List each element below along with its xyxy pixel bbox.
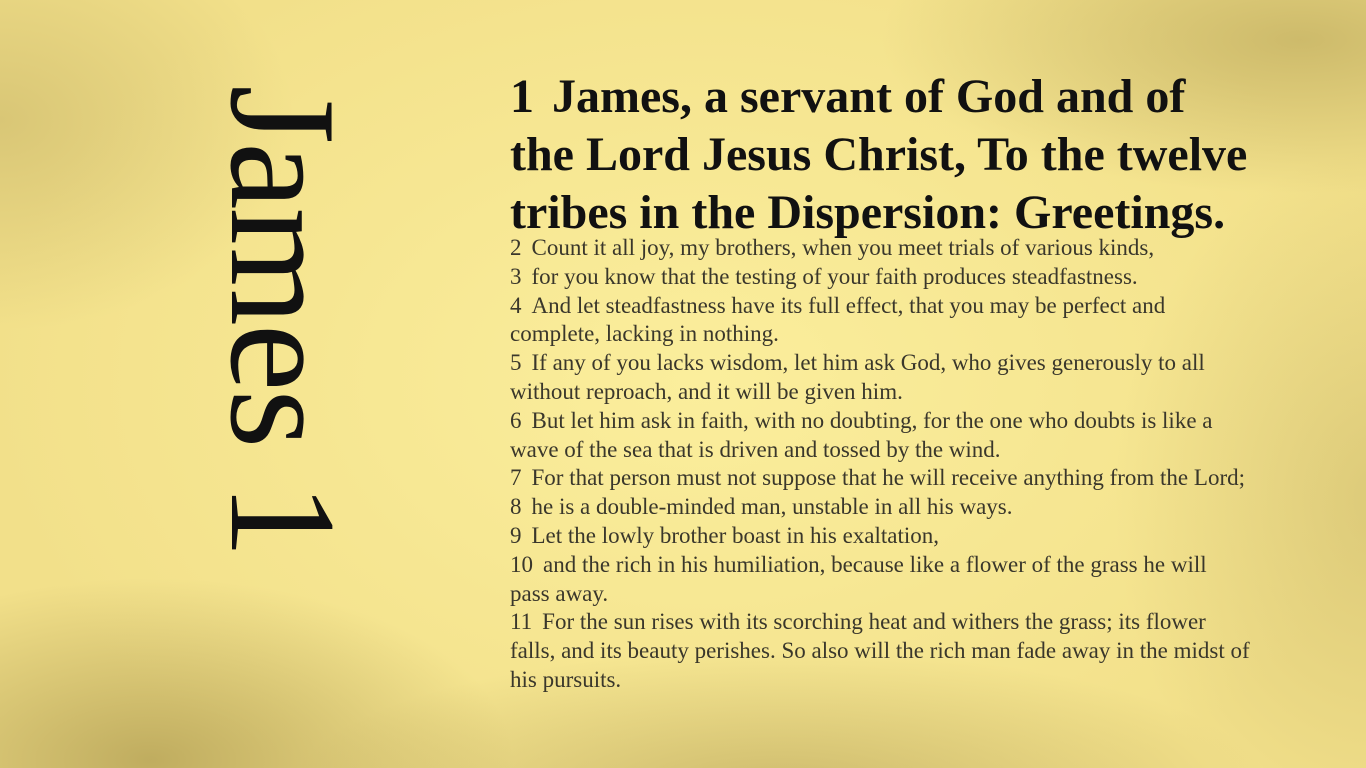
verse-2	[510, 234, 1250, 263]
verse-3	[510, 263, 1250, 292]
verse-text: for you know that the testing of your faith produces steadfastness.	[531, 263, 1138, 289]
verse-text: Let the lowly brother boast in his exaltation,	[531, 522, 940, 548]
verse-text: he is a double-minded man, unstable in all his ways.	[531, 494, 1013, 520]
verse-1	[510, 68, 1250, 242]
verse-number: 11	[510, 609, 533, 635]
verse-text: James, a servant of God and of the Lord Jesus Christ, To the twelve tribes in the Dispersion: Greetings.	[510, 70, 1248, 239]
verse-number: 4	[510, 292, 522, 318]
verse-4	[510, 292, 1250, 350]
verse-number: 7	[510, 465, 522, 491]
verse-list	[510, 68, 1250, 768]
verse-10	[510, 551, 1250, 609]
verse-text: Count it all joy, my brothers, when you meet trials of various kinds,	[531, 235, 1155, 260]
verse-number: 2	[510, 235, 522, 260]
verse-text: and the rich in his humiliation, because like a flower of the grass he will pass away.	[510, 551, 1207, 606]
verse-11	[510, 608, 1250, 694]
verse-text: And let steadfastness have its full effect, that you may be perfect and complete, lacking in nothing.	[510, 292, 1166, 347]
verse-9	[510, 522, 1250, 551]
verse-number: 6	[510, 407, 522, 433]
verse-8	[510, 493, 1250, 522]
verse-text: But let him ask in faith, with no doubting, for the one who doubts is like a wave of the sea that is driven and tossed by the wind.	[510, 407, 1213, 462]
verse-number: 1	[510, 70, 534, 123]
verse-number: 10	[510, 551, 533, 577]
book-title: James 1	[199, 85, 367, 557]
verse-number: 8	[510, 494, 522, 520]
verse-5	[510, 349, 1250, 407]
verse-number: 9	[510, 522, 522, 548]
verse-number: 5	[510, 350, 522, 376]
verse-6	[510, 407, 1250, 465]
verse-text: For the sun rises with its scorching heat and withers the grass; its flower falls, and its beauty perishes. So also will the rich man fade away in the midst of his pursuits.	[510, 609, 1250, 692]
verse-number: 3	[510, 263, 522, 289]
verse-text: If any of you lacks wisdom, let him ask God, who gives generously to all without reproach, and it will be given him.	[510, 350, 1205, 404]
verse-text: For that person must not suppose that he will receive anything from the Lord;	[531, 465, 1245, 491]
verse-7	[510, 464, 1250, 493]
